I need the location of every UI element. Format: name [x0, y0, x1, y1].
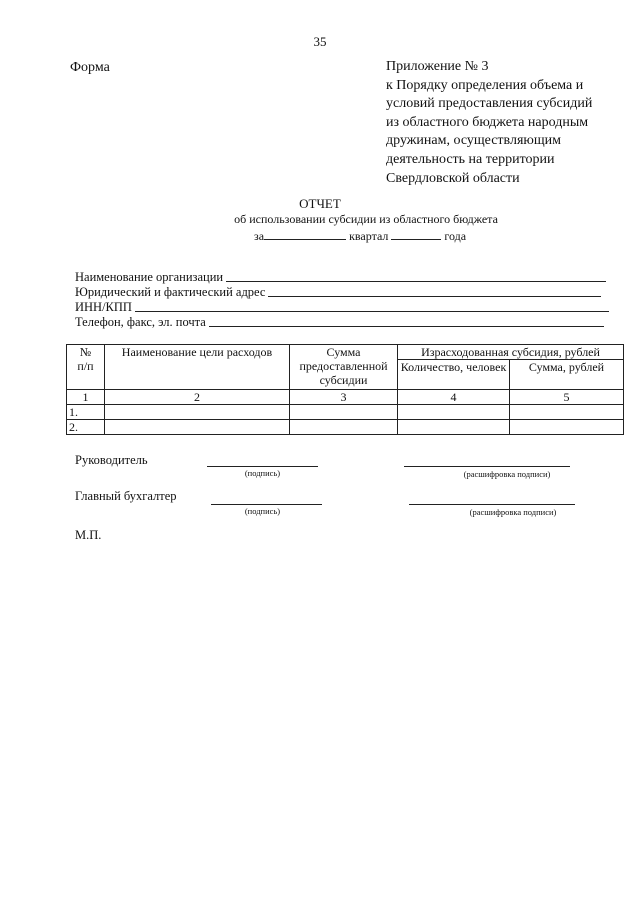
- head-signature-line[interactable]: [207, 465, 318, 467]
- appendix-line: деятельность на территории: [386, 151, 555, 167]
- appendix-line: из областного бюджета народным: [386, 114, 589, 130]
- row-quantity-cell[interactable]: [398, 420, 510, 435]
- table-row: [67, 420, 624, 435]
- row-quantity-cell[interactable]: [398, 405, 510, 420]
- numbering-cell: 5: [510, 390, 624, 405]
- page-number: 35: [313, 34, 327, 49]
- numbering-cell: 2: [105, 390, 290, 405]
- row-purpose-cell[interactable]: [105, 405, 290, 420]
- field-inn-kpp: [75, 300, 609, 315]
- report-title: ОТЧЕТ: [299, 196, 341, 211]
- numbering-row: [67, 390, 624, 405]
- appendix-line: дружинам, осуществляющим: [386, 133, 561, 149]
- col-sum-header: Сумма, рублей: [510, 360, 624, 390]
- row-sum-cell[interactable]: [510, 420, 624, 435]
- field-organization: [75, 270, 606, 285]
- row-purpose-cell[interactable]: [105, 420, 290, 435]
- row-amount-cell[interactable]: [290, 405, 398, 420]
- numbering-cell: 1: [67, 390, 105, 405]
- period-prefix: за: [254, 229, 265, 243]
- appendix-line: Приложение № 3: [386, 59, 489, 74]
- appendix-line: условий предоставления субсидий: [386, 96, 593, 112]
- table-row: [67, 405, 624, 420]
- year-blank[interactable]: [391, 228, 441, 240]
- field-label: Юридический и фактический адрес: [75, 285, 266, 299]
- col-purpose-header: Наименование цели расходов: [105, 345, 290, 390]
- head-decryption-line[interactable]: [404, 465, 570, 467]
- stamp-label: М.П.: [75, 528, 102, 542]
- report-table: [66, 344, 624, 435]
- head-decryption-caption: (расшифровка подписи): [463, 469, 551, 479]
- col-number-header: № п/п: [67, 345, 105, 390]
- row-sum-cell[interactable]: [510, 405, 624, 420]
- head-signature-caption: (подпись): [244, 468, 281, 478]
- accountant-signature-line[interactable]: [211, 503, 322, 505]
- field-input-line[interactable]: [135, 310, 609, 312]
- field-input-line[interactable]: [209, 325, 604, 327]
- head-label: Руководитель: [75, 453, 148, 467]
- accountant-decryption-line[interactable]: [409, 503, 575, 505]
- row-number: 2.: [67, 420, 105, 435]
- period-suffix: года: [444, 229, 467, 243]
- appendix-line: Свердловской области: [386, 170, 520, 186]
- form-label: Форма: [70, 60, 110, 75]
- field-input-line[interactable]: [268, 295, 601, 297]
- field-label: Телефон, факс, эл. почта: [75, 315, 206, 329]
- accountant-decryption-caption: (расшифровка подписи): [469, 507, 557, 517]
- field-label: ИНН/КПП: [75, 300, 132, 314]
- numbering-cell: 4: [398, 390, 510, 405]
- row-amount-cell[interactable]: [290, 420, 398, 435]
- report-subtitle: об использовании субсидии из областного бюджета: [234, 212, 498, 226]
- appendix-block: [386, 58, 626, 188]
- col-quantity-header: Количество, человек: [398, 360, 510, 390]
- quarter-blank[interactable]: [264, 228, 346, 240]
- field-address: [75, 285, 601, 300]
- accountant-signature-caption: (подпись): [244, 506, 281, 516]
- appendix-line: к Порядку определения объема и: [386, 77, 584, 93]
- field-contacts: [75, 315, 604, 330]
- accountant-label: Главный бухгалтер: [75, 489, 177, 503]
- row-number: 1.: [67, 405, 105, 420]
- report-period: [254, 228, 466, 244]
- col-spent-header: Израсходованная субсидия, рублей: [398, 345, 624, 360]
- numbering-cell: 3: [290, 390, 398, 405]
- field-label: Наименование организации: [75, 270, 224, 284]
- period-middle: квартал: [349, 229, 389, 243]
- col-amount-header: Сумма предоставленной субсидии: [290, 345, 398, 390]
- field-input-line[interactable]: [226, 280, 606, 282]
